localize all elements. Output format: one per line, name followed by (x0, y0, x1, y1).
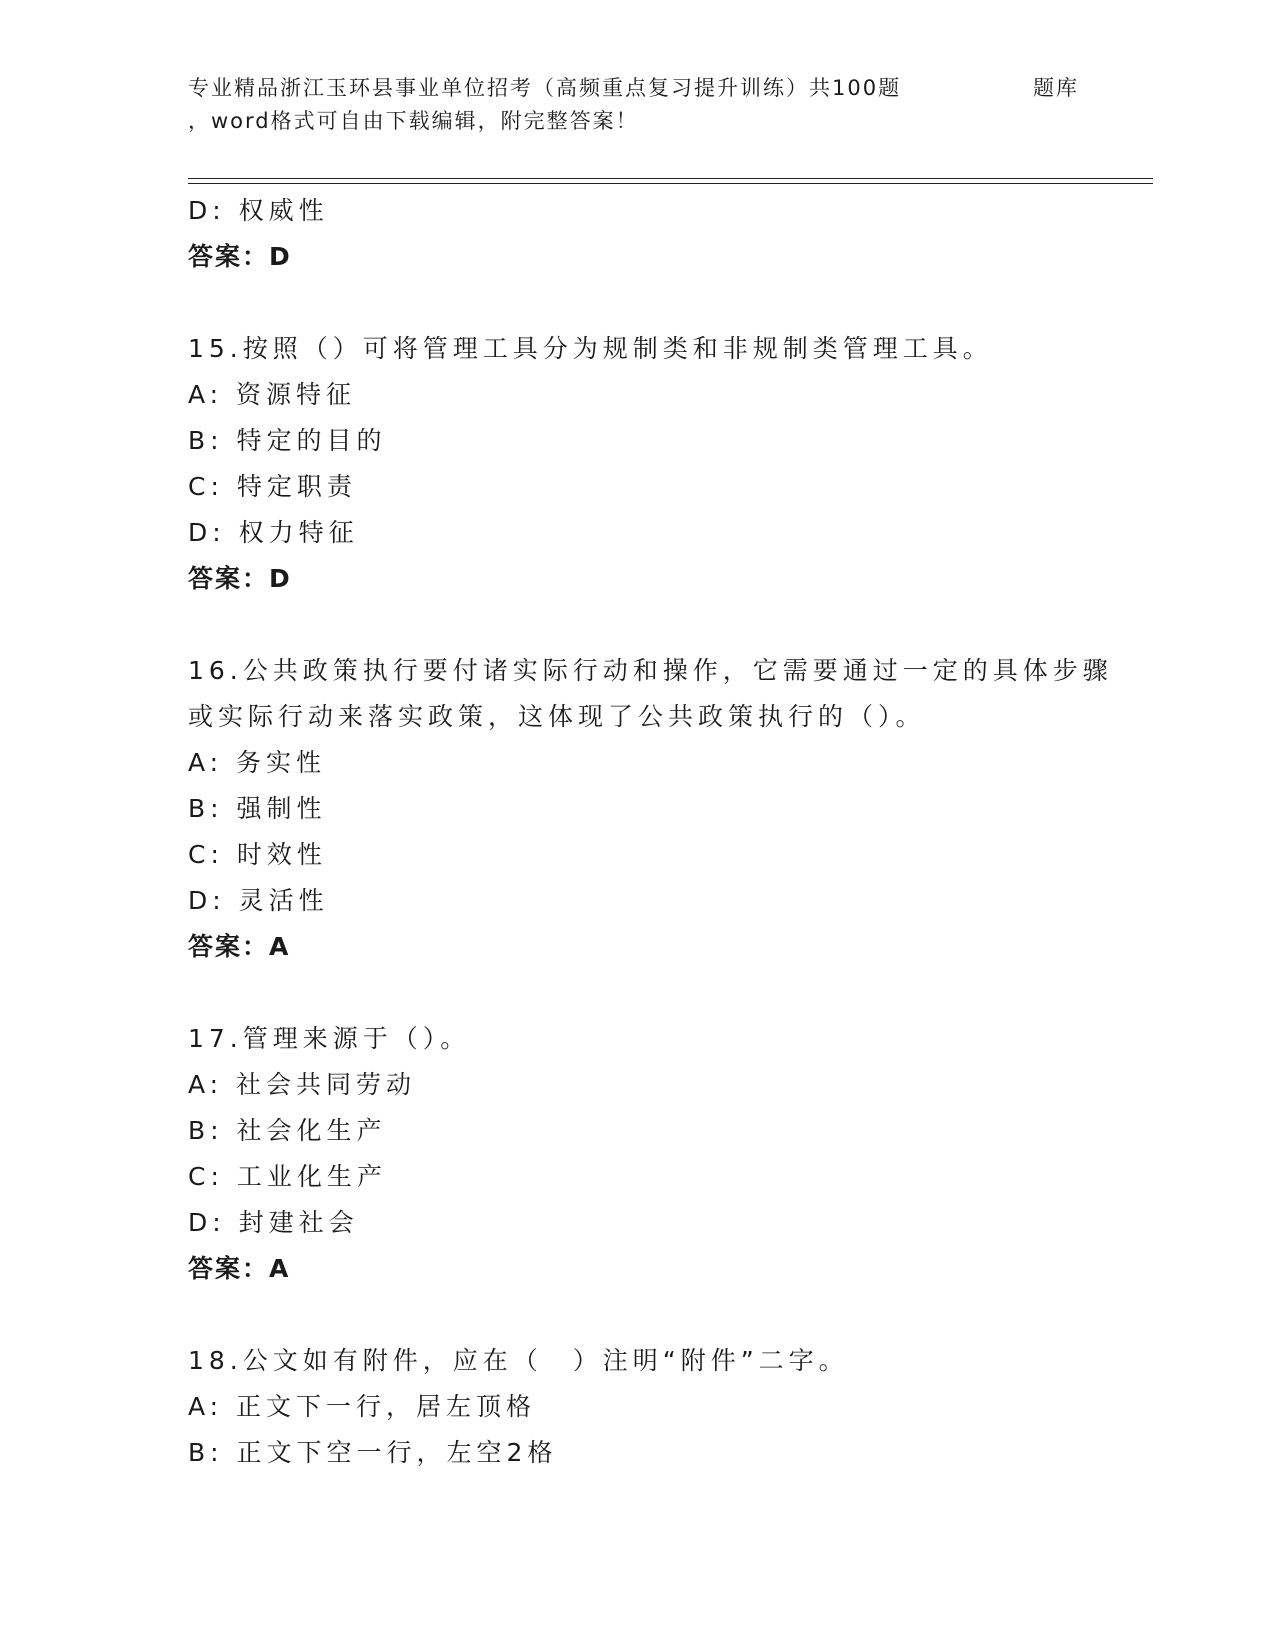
option-c: C: 工业化生产 (188, 1162, 387, 1191)
header-rule-bottom (188, 183, 1153, 184)
header-rule-top (188, 178, 1153, 179)
header-tag: 题库 (1033, 76, 1079, 100)
option-b: B: 社会化生产 (188, 1116, 387, 1145)
question-17 (188, 1016, 1138, 1292)
spacer (188, 280, 1138, 326)
page-header (188, 72, 1088, 138)
answer: 答案：A (188, 932, 291, 961)
option-c: C: 时效性 (188, 840, 327, 869)
spacer (188, 970, 1138, 1016)
option-d: D: 封建社会 (188, 1208, 359, 1237)
question-stem: 18.公文如有附件，应在（ ）注明“附件”二字。 (188, 1346, 849, 1375)
header-title: 专业精品浙江玉环县事业单位招考（高频重点复习提升训练）共100题 (188, 76, 902, 100)
answer: 答案：A (188, 1254, 291, 1283)
question-16 (188, 648, 1138, 970)
question-stem-cont: 或实际行动来落实政策，这体现了公共政策执行的（）。 (188, 702, 926, 731)
question-stem: 17.管理来源于（）。 (188, 1024, 471, 1053)
answer: 答案：D (188, 564, 292, 593)
option-a: A: 社会共同劳动 (188, 1070, 417, 1099)
option-b: B: 正文下空一行，左空2格 (188, 1438, 558, 1467)
option-b: B: 强制性 (188, 794, 327, 823)
option-c: C: 特定职责 (188, 472, 357, 501)
option-a: A: 正文下一行，居左顶格 (188, 1392, 537, 1421)
prev-answer: 答案：D (188, 242, 292, 271)
spacer (188, 1292, 1138, 1338)
question-stem: 15.按照（）可将管理工具分为规制类和非规制类管理工具。 (188, 334, 993, 363)
question-15 (188, 326, 1138, 602)
prev-option-d: D: 权威性 (188, 196, 329, 225)
option-b: B: 特定的目的 (188, 426, 387, 455)
spacer (188, 602, 1138, 648)
question-stem: 16.公共政策执行要付诸实际行动和操作，它需要通过一定的具体步骤 (188, 656, 1113, 685)
option-a: A: 务实性 (188, 748, 327, 777)
option-d: D: 灵活性 (188, 886, 329, 915)
header-subtitle: ，word格式可自由下载编辑，附完整答案！ (188, 109, 639, 133)
question-18 (188, 1338, 1138, 1476)
option-d: D: 权力特征 (188, 518, 359, 547)
question-content (188, 188, 1138, 1476)
option-a: A: 资源特征 (188, 380, 357, 409)
